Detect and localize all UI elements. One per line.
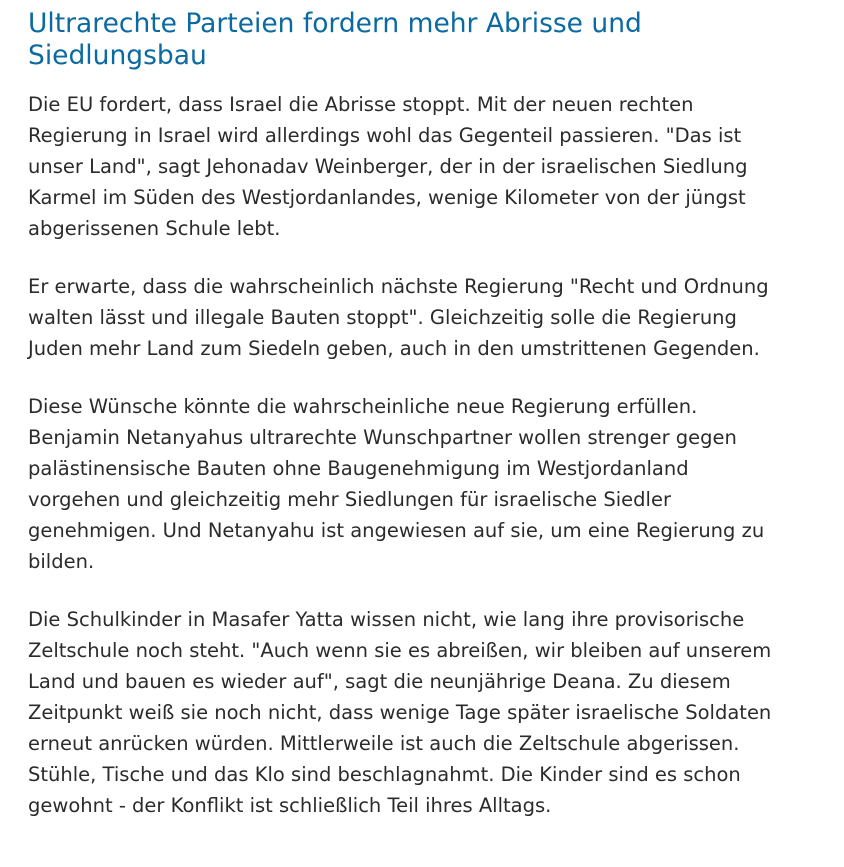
- article: [28, 8, 832, 821]
- article-paragraph: Die Schulkinder in Masafer Yatta wissen nicht, wie lang ihre provisorische Zeltschule noch steht. "Auch wenn sie es abreißen, wir bleiben auf unserem Land und bauen es wieder auf", sagt die neunjährige Deana. Zu diesem Zeitpunkt weiß sie noch nicht, dass wenige Tage später israelische Soldaten erneut anrücken würden. Mittlerweile ist auch die Zeltschule abgerissen. Stühle, Tische und das Klo sind beschlagnahmt. Die Kinder sind es schon gewohnt - der Konflikt ist schließlich Teil ihres Alltags.: [28, 608, 772, 817]
- article-paragraph: Er erwarte, dass die wahrscheinlich nächste Regierung "Recht und Ordnung walten lässt und illegale Bauten stoppt". Gleichzeitig solle die Regierung Juden mehr Land zum Siedeln geben, auch in den umstrittenen Gegenden.: [28, 275, 769, 360]
- article-paragraph: Diese Wünsche könnte die wahrscheinliche neue Regierung erfüllen. Benjamin Netanyahus ultrarechte Wunschpartner wollen strenger gegen palästinensische Bauten ohne Baugenehmigung im Westjordanland vorgehen und gleichzeitig mehr Siedlungen für israelische Siedler genehmigen. Und Netanyahu ist angewiesen auf sie, um eine Regierung zu bilden.: [28, 395, 765, 573]
- article-headline: Ultrarechte Parteien fordern mehr Abrisse und Siedlungsbau: [28, 8, 642, 71]
- article-paragraph: Die EU fordert, dass Israel die Abrisse stoppt. Mit der neuen rechten Regierung in Israel wird allerdings wohl das Gegenteil passieren. "Das ist unser Land", sagt Jehonadav Weinberger, der in der israelischen Siedlung Karmel im Süden des Westjordanlandes, wenige Kilometer von der jüngst abgerissenen Schule lebt.: [28, 93, 748, 240]
